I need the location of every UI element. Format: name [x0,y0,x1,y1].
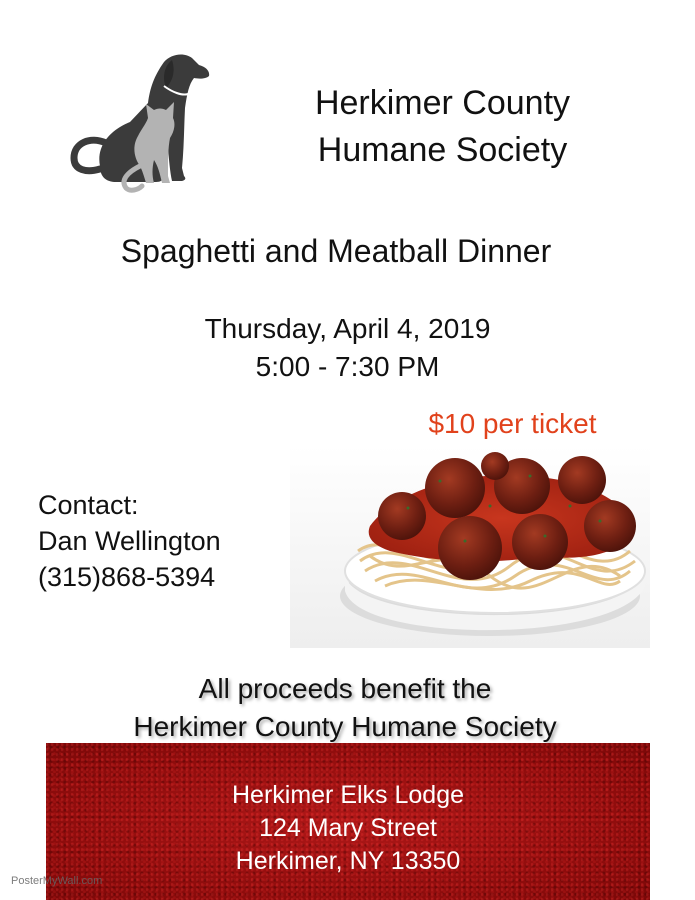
venue-street: 124 Mary Street [259,814,437,842]
spaghetti-meatballs-photo [290,446,650,648]
org-name-line-2: Humane Society [317,131,568,169]
contact-phone: (315)868-5394 [38,562,216,592]
proceeds-line-2: Herkimer County Humane Society [133,711,557,742]
venue-city: Herkimer, NY 13350 [235,847,461,875]
event-date-time [0,310,695,386]
venue-name: Herkimer Elks Lodge [231,781,465,809]
contact-info [38,487,221,595]
ticket-price: $10 per ticket [428,408,597,439]
event-date: Thursday, April 4, 2019 [204,313,491,344]
proceeds-line-1: All proceeds benefit the [198,673,492,704]
organization-name [270,80,615,174]
venue-address [46,779,650,878]
event-time: 5:00 - 7:30 PM [255,351,440,382]
watermark: PosterMyWall.com [11,875,103,887]
contact-name: Dan Wellington [38,526,221,556]
proceeds-statement [0,670,690,746]
contact-label: Contact: [38,490,139,520]
org-name-line-1: Herkimer County [314,84,571,122]
dog-and-cat-logo-icon [68,48,218,193]
event-title: Spaghetti and Meatball Dinner [120,233,552,269]
